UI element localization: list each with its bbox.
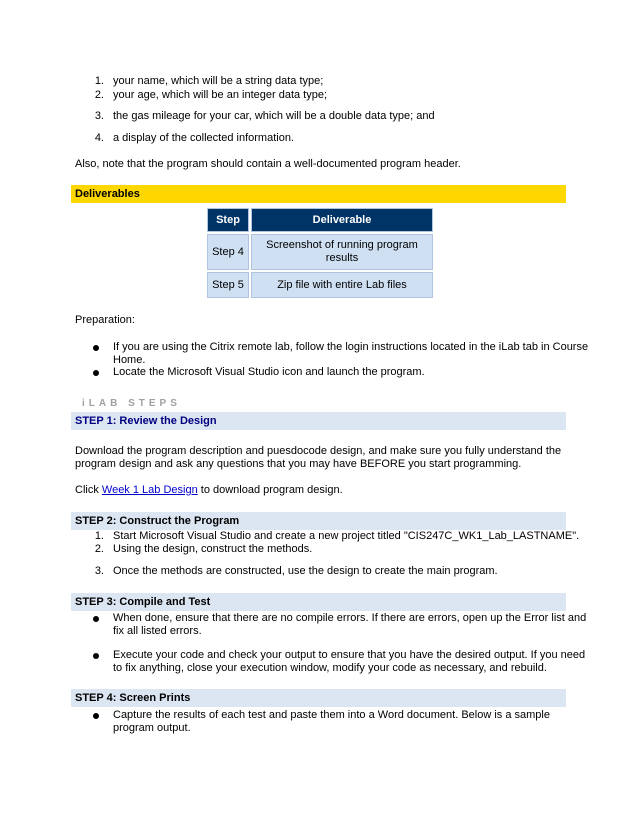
deliverables-bar xyxy=(71,185,566,203)
deliverables-table xyxy=(205,206,435,300)
click-suffix: to download program design. xyxy=(197,484,343,496)
list-item: your age, which will be an integer data type; xyxy=(113,89,328,101)
list-item-continuation: Home. xyxy=(113,354,146,366)
table-cell-deliverable: Zip file with entire Lab files xyxy=(251,272,433,298)
list-item: a display of the collected information. xyxy=(113,132,294,144)
bullet-icon xyxy=(93,713,99,719)
bullet-icon xyxy=(93,653,99,659)
step3-title: STEP 3: Compile and Test xyxy=(75,596,211,608)
preparation-label: Preparation: xyxy=(75,314,135,326)
table-row xyxy=(207,234,433,270)
table-cell-deliverable: Screenshot of running program results xyxy=(251,234,433,270)
table-cell-step: Step 5 xyxy=(207,272,249,298)
table-header-deliverable: Deliverable xyxy=(251,208,433,232)
click-prefix: Click xyxy=(75,484,102,496)
program-header-note: Also, note that the program should contain a well-documented program header. xyxy=(75,158,461,170)
list-item: your name, which will be a string data type; xyxy=(113,75,324,87)
list-item-continuation: program output. xyxy=(113,722,191,734)
list-number: 1. xyxy=(94,75,104,87)
step1-paragraph-continuation: program design and ask any questions that you may have BEFORE you start programming. xyxy=(75,458,522,470)
bullet-icon xyxy=(93,345,99,351)
list-item: the gas mileage for your car, which will be a double data type; and xyxy=(113,110,435,122)
ilab-steps-label: iLAB STEPS xyxy=(82,398,181,409)
list-item: Capture the results of each test and paste them into a Word document. Below is a sample xyxy=(113,709,550,721)
list-item: Start Microsoft Visual Studio and create a new project titled "CIS247C_WK1_Lab_LASTNAME". xyxy=(113,530,580,542)
list-item: Once the methods are constructed, use the design to create the main program. xyxy=(113,565,498,577)
table-cell-step: Step 4 xyxy=(207,234,249,270)
step4-title: STEP 4: Screen Prints xyxy=(75,692,191,704)
list-item: If you are using the Citrix remote lab, follow the login instructions located in the iLab tab in Course xyxy=(113,341,589,353)
list-item: When done, ensure that there are no compile errors. If there are errors, open up the Error list and xyxy=(113,612,587,624)
download-instruction xyxy=(75,484,343,497)
week1-lab-design-link[interactable]: Week 1 Lab Design xyxy=(101,484,198,496)
list-number: 1. xyxy=(94,530,104,542)
deliverables-title: Deliverables xyxy=(75,188,140,200)
list-item-continuation: to fix anything, close your execution window, modify your code as necessary, and rebuild. xyxy=(113,662,547,674)
bullet-icon xyxy=(93,370,99,376)
table-header-step: Step xyxy=(207,208,249,232)
step1-title: STEP 1: Review the Design xyxy=(75,415,217,427)
list-item: Execute your code and check your output to ensure that you have the desired output. If you need xyxy=(113,649,586,661)
step2-title: STEP 2: Construct the Program xyxy=(75,515,240,527)
list-item: Using the design, construct the methods. xyxy=(113,543,313,555)
step1-paragraph: Download the program description and puesdocode design, and make sure you fully understand the xyxy=(75,445,562,457)
list-number: 2. xyxy=(94,89,104,101)
list-number: 3. xyxy=(94,565,104,577)
list-number: 4. xyxy=(94,132,104,144)
list-item-continuation: fix all listed errors. xyxy=(113,625,202,637)
table-row xyxy=(207,272,433,298)
list-item: Locate the Microsoft Visual Studio icon and launch the program. xyxy=(113,366,425,378)
bullet-icon xyxy=(93,616,99,622)
list-number: 2. xyxy=(94,543,104,555)
list-number: 3. xyxy=(94,110,104,122)
